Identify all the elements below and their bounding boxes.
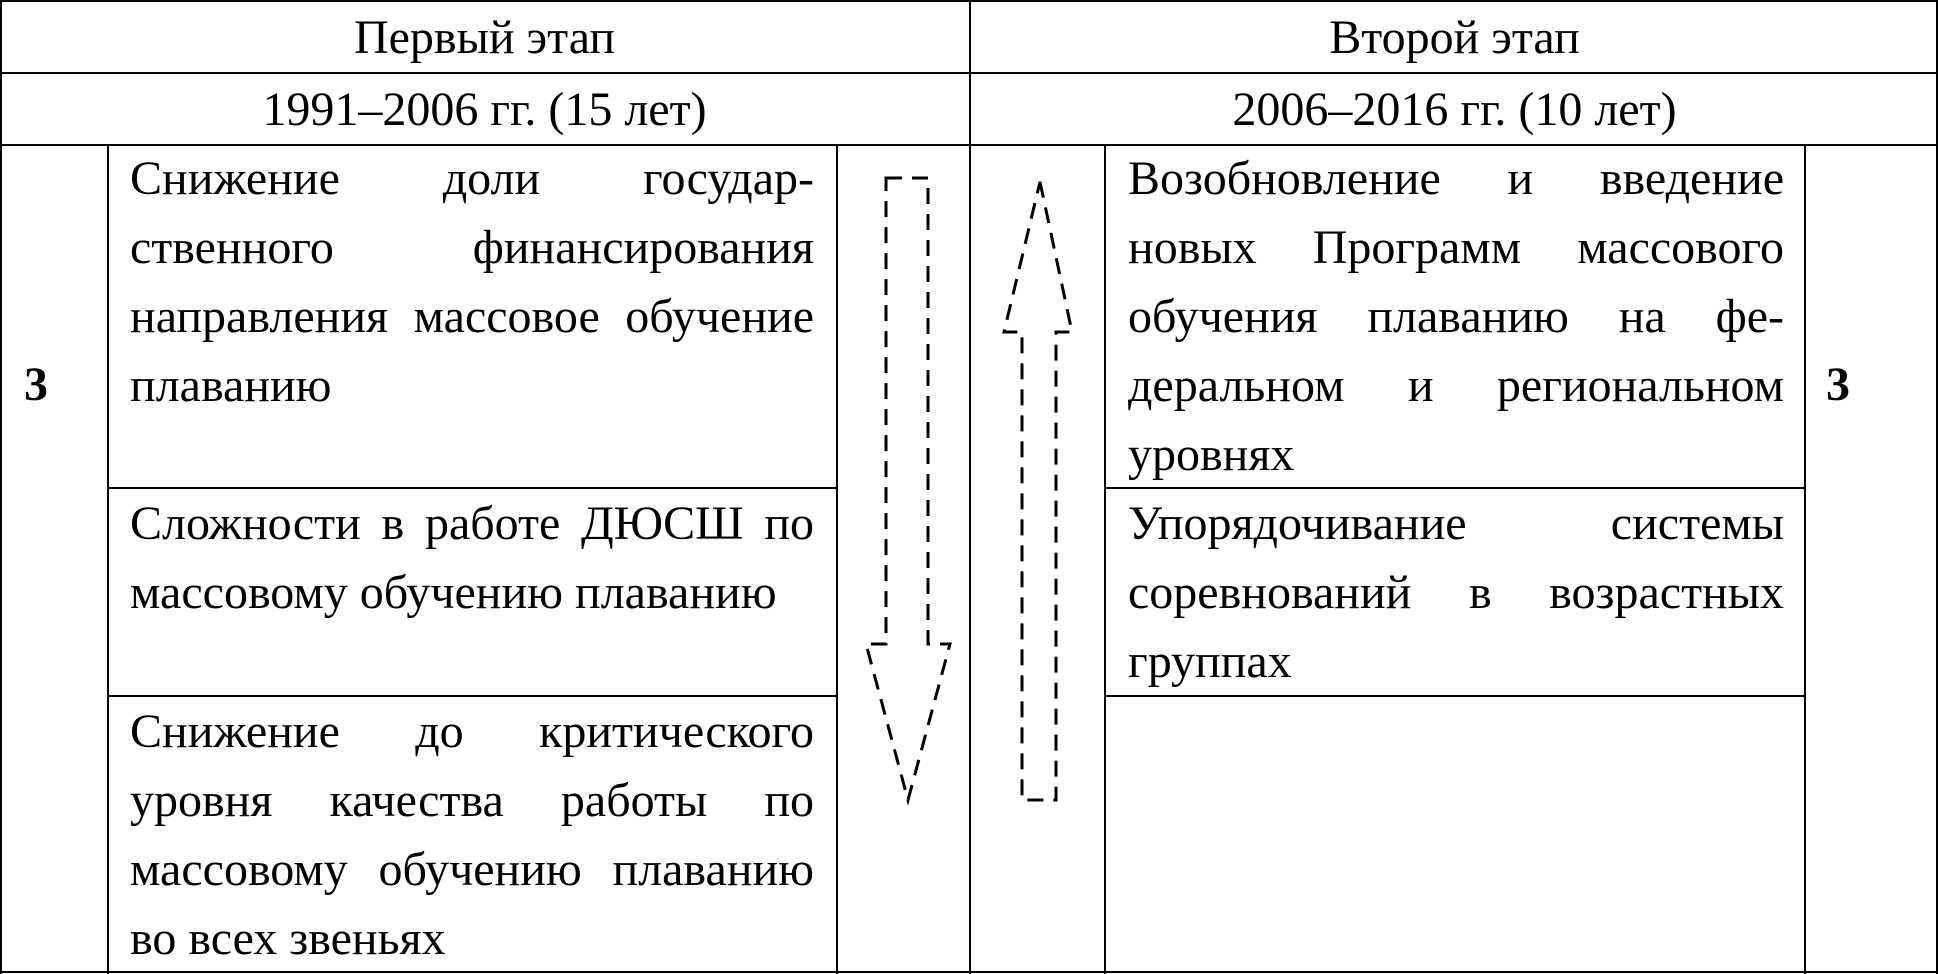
left-item-3: Снижение до критического уровня качества работы по массовому обучению плаванию во всех звеньях <box>130 705 814 965</box>
up-dashed-arrow-icon <box>1004 182 1072 800</box>
right-item-2: Упорядочивание системы соревнований в возрастных группах <box>1128 497 1784 688</box>
first-stage-period: 1991–2006 гг. (15 лет) <box>262 83 707 136</box>
first-stage-title: Первый этап <box>353 11 616 64</box>
right-score: 3 <box>1826 358 1850 411</box>
second-stage-period: 2006–2016 гг. (10 лет) <box>1232 83 1677 136</box>
left-item-1: Снижение доли государственного финансирования направления массовое обучение плаванию <box>130 152 814 412</box>
second-stage-title: Второй этап <box>1329 11 1580 64</box>
left-score: 3 <box>24 358 48 411</box>
left-item-2: Сложности в работе ДЮСШ по массовому обучению плаванию <box>130 497 814 619</box>
right-item-1: Возобновление и введение новых Программ массового обучения плаванию на федеральном и региональном уровнях <box>1128 152 1784 481</box>
down-dashed-arrow-icon <box>866 178 950 800</box>
